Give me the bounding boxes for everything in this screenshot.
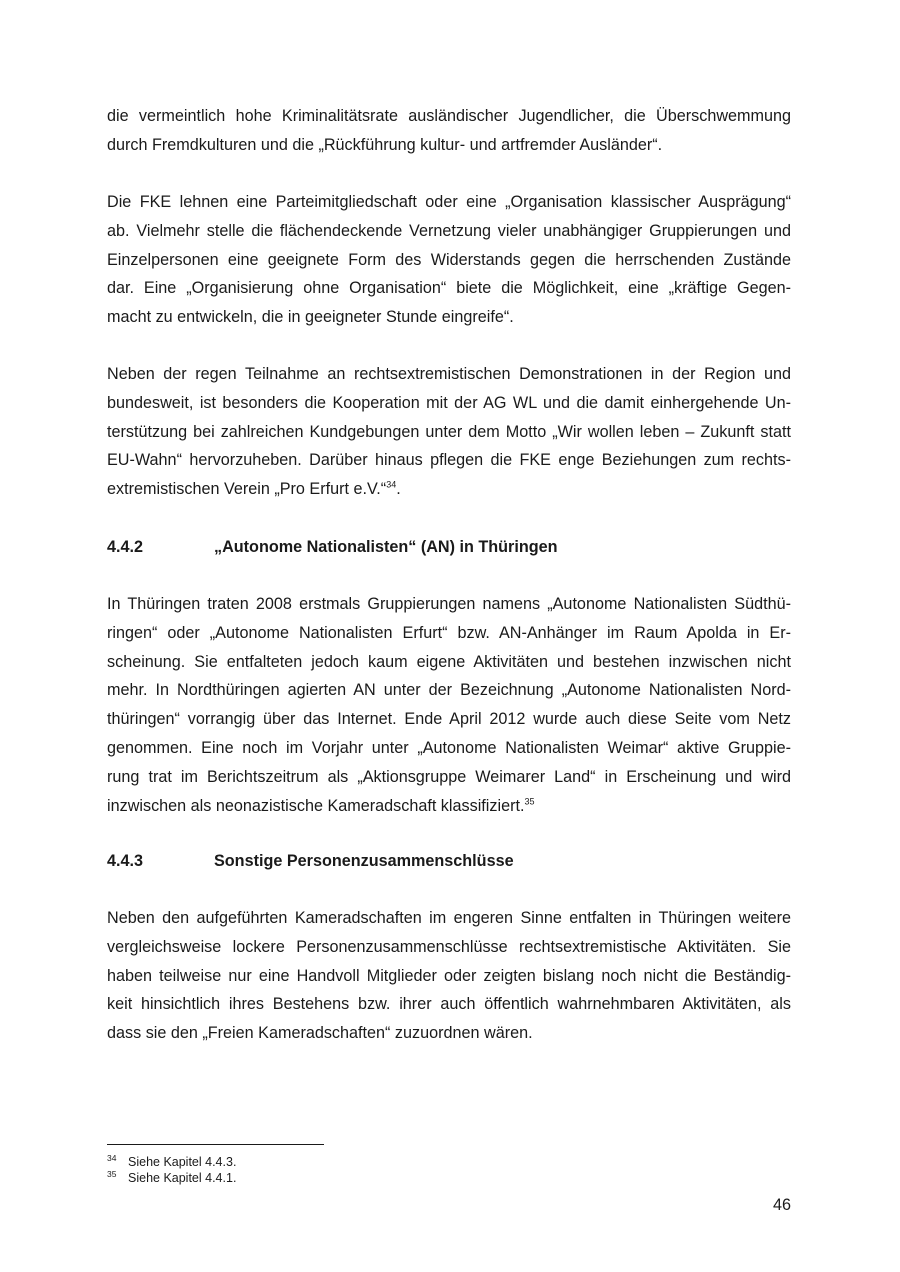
paragraph-1 <box>107 102 791 160</box>
text-line <box>107 475 791 504</box>
footnote-number: 34 <box>107 1153 117 1163</box>
text-line <box>107 792 791 821</box>
text-line: Neben den aufgeführten Kameradschaften im engeren Sinne entfalten in Thüringen weitere <box>107 909 791 927</box>
section-title: Sonstige Personenzusammenschlüsse <box>214 852 514 870</box>
text-line: thüringen“ vorrangig über das Internet. Ende April 2012 wurde auch diese Seite vom Netz <box>107 710 791 729</box>
text-line: Neben der regen Teilnahme an rechtsextremistischen Demonstrationen in der Region und <box>107 365 791 383</box>
text-line: EU-Wahn“ hervorzuheben. Darüber hinaus pflegen die FKE enge Beziehungen zum rechts- <box>107 451 791 470</box>
text-line: durch Fremdkulturen und die „Rückführung kultur- und artfremder Ausländer“. <box>107 135 663 154</box>
section-title: „Autonome Nationalisten“ (AN) in Thüringen <box>214 538 558 556</box>
section-number: 4.4.3 <box>107 852 144 870</box>
text-fragment: . <box>396 480 401 499</box>
footnote-ref-34[interactable]: 34 <box>386 479 397 490</box>
text-line: macht zu entwickeln, die in geeigneter Stunde eingreife“. <box>107 308 514 327</box>
text-line: terstützung bei zahlreichen Kundgebungen unter dem Motto „Wir wollen leben – Zukunft statt <box>107 422 791 441</box>
footnote-text: Siehe Kapitel 4.4.3. <box>128 1155 237 1169</box>
text-line: genommen. Eine noch im Vorjahr unter „Autonome Nationalisten Weimar“ aktive Gruppie- <box>107 738 791 757</box>
paragraph-2 <box>107 188 791 332</box>
text-line: rung trat im Berichtszeitrum als „Aktionsgruppe Weimarer Land“ in Erscheinung und wird <box>107 767 791 786</box>
text-fragment: inzwischen als neonazistische Kameradschaft klassifiziert. <box>107 796 525 815</box>
text-line: die vermeintlich hohe Kriminalitätsrate ausländischer Jugendlicher, die Überschwemmung <box>107 107 791 125</box>
text-line: mehr. In Nordthüringen agierten AN unter der Bezeichnung „Autonome Nationalisten Nord- <box>107 681 791 700</box>
footnote-text: Siehe Kapitel 4.4.1. <box>128 1171 237 1185</box>
paragraph-4 <box>107 590 791 820</box>
text-line: bundesweit, ist besonders die Kooperation mit der AG WL und die damit einhergehende Un- <box>107 393 791 412</box>
footnote-number: 35 <box>107 1169 117 1179</box>
text-line: Einzelpersonen eine geeignete Form des Widerstands gegen die herrschenden Zustände <box>107 250 791 269</box>
text-line: Die FKE lehnen eine Parteimitgliedschaft oder eine „Organisation klassischer Ausprägung“ <box>107 193 791 211</box>
text-line: haben teilweise nur eine Handvoll Mitglieder oder zeigten bislang noch nicht die Beständig- <box>107 966 791 985</box>
text-line: ab. Vielmehr stelle die flächendeckende Vernetzung vieler unabhängiger Gruppierungen und <box>107 221 791 240</box>
text-line: vergleichsweise lockere Personenzusammenschlüsse rechtsextremistische Aktivitäten. Sie <box>107 937 791 956</box>
footnote-separator <box>107 1144 324 1145</box>
page-number: 46 <box>772 1196 791 1214</box>
text-line: dass sie den „Freien Kameradschaften“ zuzuordnen wären. <box>107 1024 533 1043</box>
footnote-ref-35[interactable]: 35 <box>524 796 535 807</box>
paragraph-5 <box>107 904 791 1048</box>
section-number: 4.4.2 <box>107 538 144 556</box>
text-fragment: extremistischen Verein „Pro Erfurt e.V.“ <box>107 480 387 499</box>
paragraph-3 <box>107 360 791 504</box>
text-line: ringen“ oder „Autonome Nationalisten Erfurt“ bzw. AN-Anhänger im Raum Apolda in Er- <box>107 623 791 642</box>
text-line: scheinung. Sie entfalteten jedoch kaum eigene Aktivitäten und bestehen inzwischen nicht <box>107 652 791 671</box>
text-line: In Thüringen traten 2008 erstmals Gruppierungen namens „Autonome Nationalisten Südthü- <box>107 595 791 613</box>
text-line: keit hinsichtlich ihres Bestehens bzw. ihrer auch öffentlich wahrnehmbaren Aktivitäten, als <box>107 995 791 1014</box>
text-line: dar. Eine „Organisierung ohne Organisation“ biete die Möglichkeit, eine „kräftige Gegen- <box>107 279 791 298</box>
